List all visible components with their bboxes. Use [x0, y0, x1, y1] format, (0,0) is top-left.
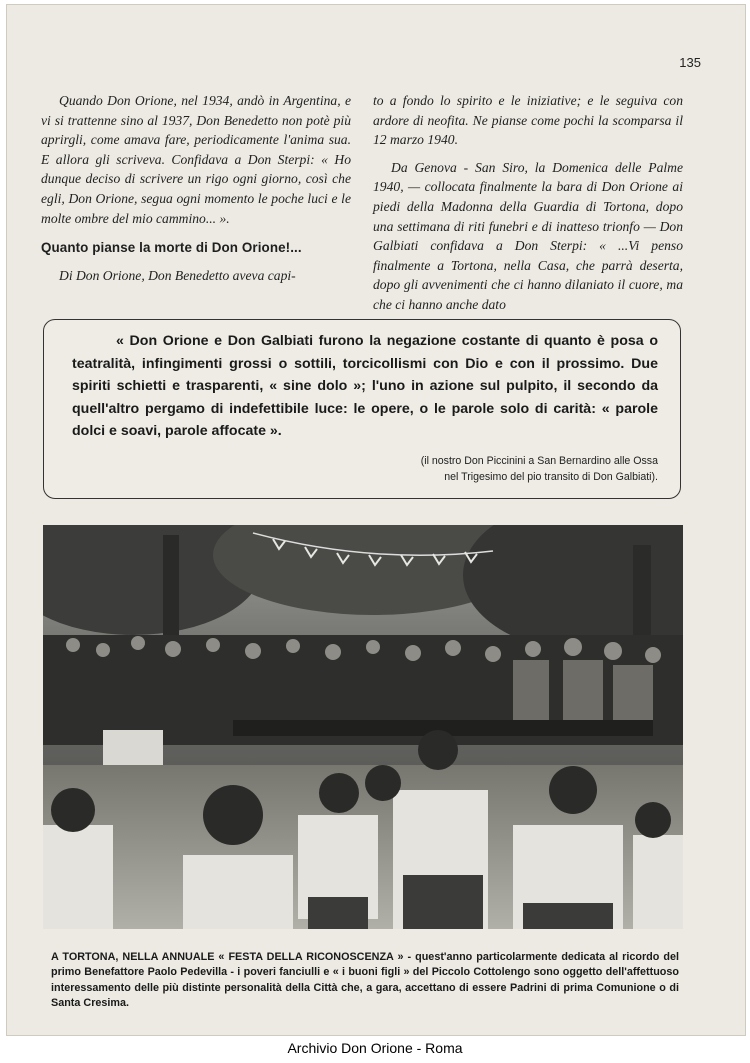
right-paragraph-1: to a fondo lo spirito e le iniziative; e le seguiva con ardore di neofita. Ne pianse come pochi la scomparsa il 12 marzo 1940. — [373, 93, 683, 148]
left-paragraph-1: Quando Don Orione, nel 1934, andò in Argentina, e vi si trattenne sino al 1937, Don Benedetto non potè più aprirgli, come amava fare, periodicamente l'anima sua. E allora gli scriveva. Confidava a Don Sterpi: « Ho dunque deciso di scrivere un rigo ogni giorno, così che egli, Don Orione, segua ogni momento le poche luci e le molte ombre del mio cammino... ». — [41, 93, 351, 226]
quote-attribution — [72, 453, 658, 485]
quote-attribution-line-1: (il nostro Don Piccinini a San Bernardino alle Ossa — [420, 454, 658, 467]
left-text-column — [41, 91, 351, 285]
right-text-column — [373, 91, 683, 315]
archive-footer: Archivio Don Orione - Roma — [287, 1040, 463, 1056]
page-number: 135 — [679, 55, 701, 70]
quote-attribution-line-2: nel Trigesimo del pio transito di Don Galbiati). — [444, 470, 658, 483]
section-subheading: Quanto pianse la morte di Don Orione!... — [41, 240, 302, 256]
quote-text: « Don Orione e Don Galbiati furono la negazione costante di quanto è posa o teatralità, infingimenti grossi o sottili, torcicollismi con Dio e con il prossimo. Due spiriti schietti e trasparenti, « sine dolo »; l'uno in azione sul pulpito, il secondo da quell'altro pergamo di indefettibile luce: le opere, o le parole solo di carità: « parole dolci e soavi, parole affocate ». — [72, 333, 658, 440]
photograph-icon — [43, 525, 683, 929]
scanned-page — [6, 4, 746, 1036]
right-paragraph-2: Da Genova - San Siro, la Domenica delle Palme 1940, — collocata finalmente la bara di Don Orione ai piedi della Madonna della Guardia di Tortona, dopo una settimana di riti funebri e di inatteso trionfo — Don Galbiati confidava a Don Sterpi: « ...Vi penso finalmente a Tortona, nella Casa, che parrà deserta, dopo gli avvenimenti che ci hanno dilaniato il cuore, ma che ci hanno anche dato — [373, 159, 683, 312]
photo-caption: A TORTONA, NELLA ANNUALE « FESTA DELLA RICONOSCENZA » - quest'anno particolarmente dedicata al ricordo del primo Benefattore Paolo Pedevilla - i poveri fanciulli e « i buoni figli » del Piccolo Cottolengo sono oggetto dell'affettuoso interessamento delle più distinte personalità della Città che, a gara, accettano di essere Padrini di prima Comunione o di Santa Cresima. — [51, 951, 679, 1010]
left-paragraph-2: Di Don Orione, Don Benedetto aveva capi- — [59, 267, 296, 283]
quote-box — [43, 319, 681, 499]
ceremony-photograph — [43, 525, 683, 929]
